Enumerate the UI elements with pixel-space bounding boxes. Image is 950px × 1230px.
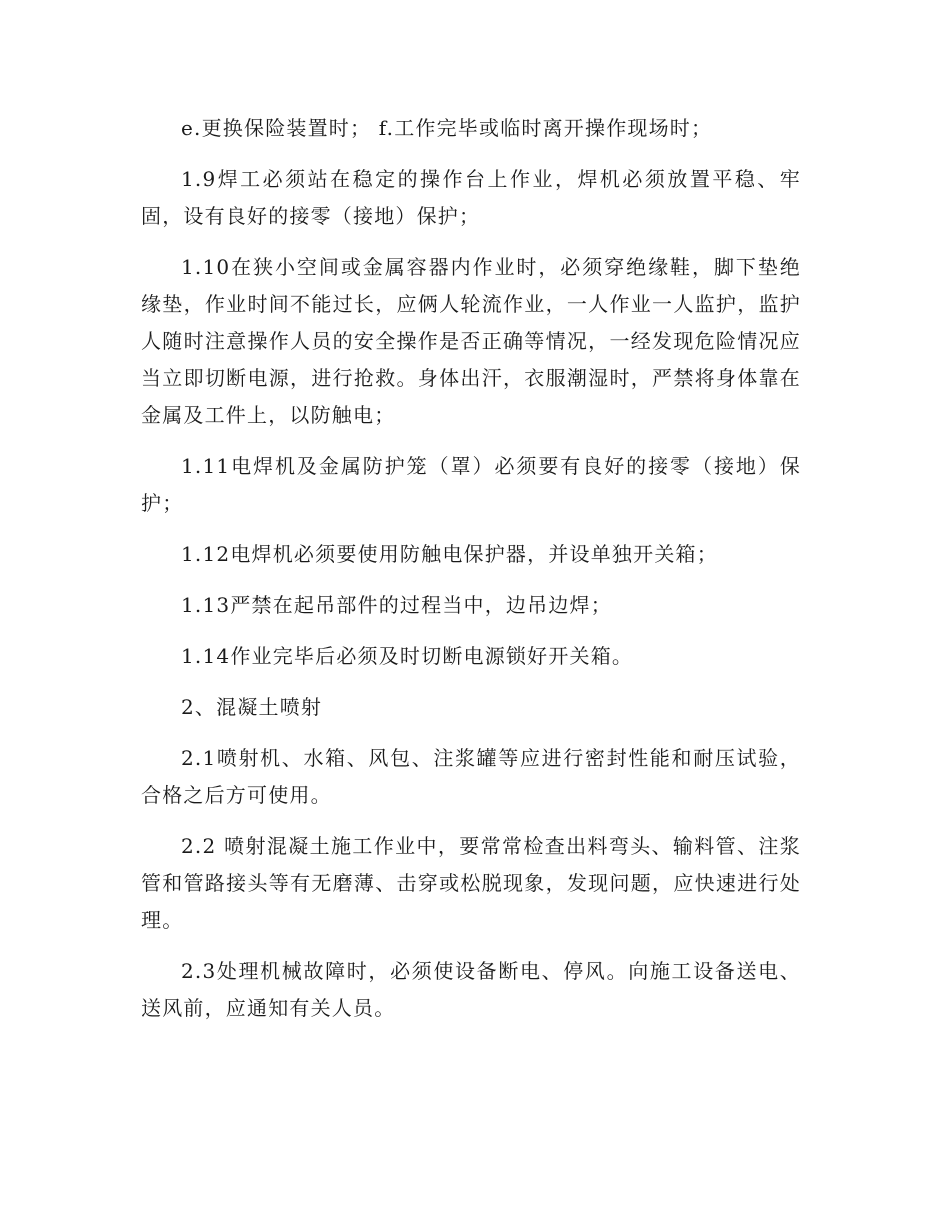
paragraph-1-12: 1.12电焊机必须要使用防触电保护器，并设单独开关箱； [181,542,718,566]
paragraph-e-f-items: e.更换保险装置时； f.工作完毕或临时离开操作现场时； [181,116,713,140]
paragraph-1-10: 1.10在狭小空间或金属容器内作业时，必须穿绝缘鞋，脚下垫绝缘垫，作业时间不能过长，应俩人轮流作业，一人作业一人监护，监护人随时注意操作人员的安全操作是否正确等情况，一经发现危险情况应当立即切断电源，进行抢救。身体出汗，衣服潮湿时，严禁将身体靠在金属及工件上，以防触电； [141,255,801,427]
paragraph-1-14: 1.14作业完毕后必须及时切断电源锁好开关箱。 [181,644,634,668]
paragraph-1-9: 1.9焊工必须站在稳定的操作台上作业，焊机必须放置平稳、牢固，设有良好的接零（接地）保护； [141,167,801,228]
paragraph-2-3: 2.3处理机械故障时，必须使设备断电、停风。向施工设备送电、送风前，应通知有关人员。 [141,959,801,1020]
section-heading-2: 2、混凝土喷射 [181,695,323,719]
paragraph-2-2: 2.2 喷射混凝土施工作业中，要常常检查出料弯头、输料管、注浆管和管路接头等有无磨薄、击穿或松脱现象，发现问题，应快速进行处理。 [141,834,801,932]
document-page [141,110,801,1041]
paragraph-1-11: 1.11电焊机及金属防护笼（罩）必须要有良好的接零（接地）保护； [141,454,801,515]
paragraph-2-1: 2.1喷射机、水箱、风包、注浆罐等应进行密封性能和耐压试验，合格之后方可使用。 [141,746,801,807]
paragraph-1-13: 1.13严禁在起吊部件的过程当中，边吊边焊； [181,593,612,617]
